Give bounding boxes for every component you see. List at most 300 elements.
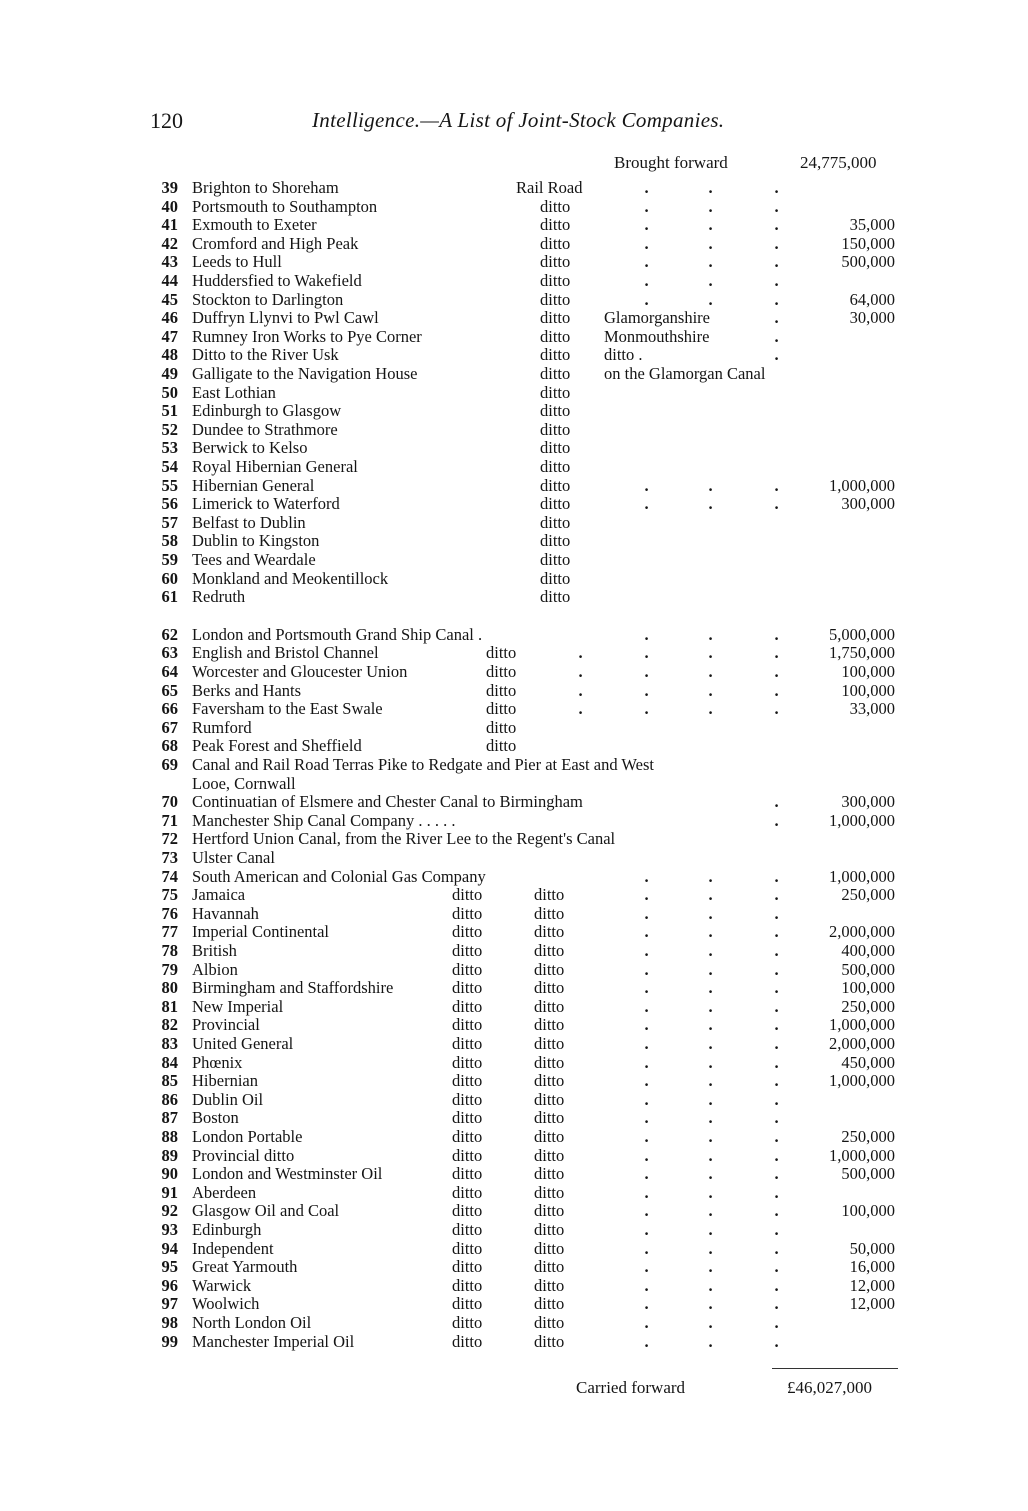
entry-number: 69 bbox=[161, 755, 178, 774]
leader-dot: . bbox=[774, 978, 779, 998]
list-item bbox=[0, 792, 1028, 811]
entry-number: 71 bbox=[161, 810, 178, 830]
leader-dot: . bbox=[644, 1182, 649, 1202]
leader-dot: . bbox=[708, 1220, 713, 1239]
leader-dot: . bbox=[708, 1294, 713, 1314]
company-name: Berwick to Kelso bbox=[192, 438, 308, 458]
type-column: ditto bbox=[452, 1313, 483, 1332]
capital-amount: 30,000 bbox=[849, 308, 895, 328]
entry-number: 54 bbox=[161, 457, 178, 476]
entry-number: 92 bbox=[161, 1201, 178, 1221]
leader-dot: . bbox=[644, 1220, 649, 1239]
leader-dot: . bbox=[708, 1145, 713, 1165]
company-name: London and Portsmouth Grand Ship Canal . bbox=[192, 624, 483, 644]
company-name: Portsmouth to Southampton bbox=[192, 196, 378, 216]
type-column: ditto bbox=[540, 271, 571, 290]
type-column-secondary: ditto bbox=[534, 1294, 565, 1314]
entry-number: 47 bbox=[161, 326, 178, 346]
type-column-secondary: ditto bbox=[534, 885, 565, 905]
company-name: British bbox=[192, 941, 237, 960]
type-column: ditto bbox=[540, 419, 571, 439]
list-item bbox=[0, 271, 1028, 290]
leader-dot: . bbox=[774, 289, 779, 309]
entry-number: 46 bbox=[161, 308, 178, 328]
company-name: Woolwich bbox=[192, 1294, 260, 1314]
type-column-secondary: ditto bbox=[534, 1275, 565, 1295]
leader-dot: . bbox=[708, 271, 713, 290]
type-column: ditto bbox=[452, 1034, 483, 1053]
type-column: ditto bbox=[452, 959, 483, 979]
type-column: ditto bbox=[486, 736, 517, 756]
leader-dot: . bbox=[774, 624, 779, 644]
list-item bbox=[0, 904, 1028, 923]
type-column: ditto bbox=[540, 587, 571, 607]
company-name: Dublin Oil bbox=[192, 1089, 264, 1109]
leader-dot: . bbox=[708, 1257, 713, 1277]
type-column-secondary: ditto bbox=[534, 1052, 565, 1072]
list-item bbox=[0, 308, 1028, 327]
leader-dot: . bbox=[708, 1201, 713, 1221]
list-item bbox=[0, 885, 1028, 904]
type-column: ditto bbox=[486, 717, 517, 737]
list-item bbox=[0, 1071, 1028, 1090]
type-column: ditto bbox=[452, 1201, 483, 1221]
entry-number: 96 bbox=[161, 1275, 178, 1295]
leader-dot: . bbox=[774, 810, 779, 830]
leader-dot: . bbox=[644, 624, 649, 644]
company-name: Dundee to Strathmore bbox=[192, 419, 338, 439]
company-name: Redruth bbox=[192, 587, 246, 607]
leader-dot: . bbox=[708, 1164, 713, 1184]
capital-amount: 2,000,000 bbox=[829, 1034, 895, 1053]
leader-dot: . bbox=[644, 215, 649, 235]
leader-dot: . bbox=[774, 922, 779, 942]
entry-number: 65 bbox=[161, 680, 178, 700]
entry-number: 95 bbox=[161, 1257, 178, 1277]
list-item bbox=[0, 476, 1028, 495]
capital-amount: 250,000 bbox=[841, 885, 895, 905]
type-column-secondary: ditto bbox=[534, 996, 565, 1016]
entry-number: 97 bbox=[161, 1294, 178, 1314]
list-item bbox=[0, 1090, 1028, 1109]
company-name: Havannah bbox=[192, 903, 259, 923]
running-title: Intelligence.—A List of Joint-Stock Companies. bbox=[312, 108, 725, 132]
list-item bbox=[0, 681, 1028, 700]
leader-dot: . bbox=[774, 941, 779, 960]
entry-number: 85 bbox=[161, 1071, 178, 1091]
type-column: ditto bbox=[452, 1257, 483, 1277]
list-item bbox=[0, 197, 1028, 216]
leader-dot: . bbox=[644, 1331, 649, 1351]
type-column: ditto bbox=[452, 1238, 483, 1258]
type-column-secondary: ditto bbox=[534, 1089, 565, 1109]
leader-dot: . bbox=[644, 1108, 649, 1128]
type-column-secondary: ditto bbox=[534, 903, 565, 923]
list-item bbox=[0, 625, 1028, 644]
leader-dot: . bbox=[644, 941, 649, 960]
entry-number: 51 bbox=[161, 401, 178, 421]
company-name: Provincial ditto bbox=[192, 1145, 295, 1165]
list-item bbox=[0, 494, 1028, 513]
leader-dot: . bbox=[774, 996, 779, 1016]
type-column-secondary: ditto bbox=[534, 1201, 565, 1221]
company-name: Limerick to Waterford bbox=[192, 494, 340, 514]
location-column: Monmouthshire bbox=[604, 326, 710, 346]
leader-dot: . bbox=[644, 978, 649, 998]
leader-dot: . bbox=[774, 1238, 779, 1258]
company-name: Ulster Canal bbox=[192, 848, 275, 867]
entry-number: 79 bbox=[161, 959, 178, 979]
list-item bbox=[0, 290, 1028, 309]
capital-amount: 12,000 bbox=[849, 1294, 895, 1314]
entry-number: 91 bbox=[161, 1182, 178, 1202]
list-item bbox=[0, 550, 1028, 569]
list-item bbox=[0, 1034, 1028, 1053]
list-item bbox=[0, 978, 1028, 997]
list-item bbox=[0, 327, 1028, 346]
entry-number: 52 bbox=[161, 419, 178, 439]
list-item bbox=[0, 1146, 1028, 1165]
type-column: ditto bbox=[452, 885, 483, 905]
list-item bbox=[0, 960, 1028, 979]
entry-number: 86 bbox=[161, 1089, 178, 1109]
leader-dot: . bbox=[644, 1127, 649, 1146]
company-name: Hibernian General bbox=[192, 475, 315, 495]
type-column: ditto bbox=[452, 941, 483, 960]
type-column-secondary: ditto bbox=[534, 1127, 565, 1146]
leader-dot: . bbox=[774, 1108, 779, 1128]
entry-number: 61 bbox=[161, 587, 178, 607]
type-column-secondary: ditto bbox=[534, 1108, 565, 1128]
leader-dot: . bbox=[644, 196, 649, 216]
list-item bbox=[0, 215, 1028, 234]
leader-dot: . bbox=[774, 271, 779, 290]
leader-dot: . bbox=[708, 1313, 713, 1332]
leader-dot: . bbox=[708, 1089, 713, 1109]
leader-dot: . bbox=[774, 680, 779, 700]
company-name: Huddersfied to Wakefield bbox=[192, 271, 362, 290]
list-item bbox=[0, 997, 1028, 1016]
brought-forward-label: Brought forward bbox=[614, 153, 728, 172]
capital-amount: 1,750,000 bbox=[829, 643, 895, 663]
company-name: New Imperial bbox=[192, 996, 284, 1016]
leader-dot: . bbox=[774, 252, 779, 272]
type-column: ditto bbox=[452, 996, 483, 1016]
list-item bbox=[0, 941, 1028, 960]
type-column: ditto bbox=[540, 364, 571, 383]
type-column: ditto bbox=[486, 643, 517, 663]
type-column: ditto bbox=[452, 1294, 483, 1314]
leader-dot: . bbox=[708, 1275, 713, 1295]
leader-dot: . bbox=[708, 996, 713, 1016]
company-name: United General bbox=[192, 1034, 294, 1053]
type-column: ditto bbox=[540, 233, 571, 253]
leader-dot: . bbox=[774, 885, 779, 905]
type-column: ditto bbox=[452, 922, 483, 942]
leader-dot: . bbox=[774, 1182, 779, 1202]
company-name: Provincial bbox=[192, 1015, 260, 1035]
list-item bbox=[0, 1220, 1028, 1239]
entry-number: 60 bbox=[161, 568, 178, 588]
entry-number: 67 bbox=[161, 717, 178, 737]
type-column-secondary: ditto bbox=[534, 941, 565, 960]
type-column: ditto bbox=[452, 1127, 483, 1146]
entry-number: 81 bbox=[161, 996, 178, 1016]
type-column: ditto bbox=[452, 903, 483, 923]
leader-dot: . bbox=[774, 1220, 779, 1239]
brought-forward-amount: 24,775,000 bbox=[800, 153, 877, 172]
leader-dot: . bbox=[708, 959, 713, 979]
leader-dot: . bbox=[708, 699, 713, 719]
list-item bbox=[0, 736, 1028, 755]
company-name: Worcester and Gloucester Union bbox=[192, 662, 408, 681]
leader-dot: . bbox=[644, 252, 649, 272]
type-column: ditto bbox=[540, 196, 571, 216]
entry-number: 44 bbox=[161, 271, 178, 290]
capital-amount: 50,000 bbox=[849, 1238, 895, 1258]
leader-dot: . bbox=[644, 475, 649, 495]
capital-amount: 1,000,000 bbox=[829, 1015, 895, 1035]
entry-number: 62 bbox=[161, 624, 178, 644]
capital-amount: 12,000 bbox=[849, 1275, 895, 1295]
leader-dot: . bbox=[774, 643, 779, 663]
company-name: Edinburgh to Glasgow bbox=[192, 401, 342, 421]
company-name: Great Yarmouth bbox=[192, 1257, 298, 1277]
leader-dot: . bbox=[774, 1275, 779, 1295]
type-column: ditto bbox=[452, 1331, 483, 1351]
type-column: ditto bbox=[540, 438, 571, 458]
entry-number: 82 bbox=[161, 1015, 178, 1035]
entry-number: 88 bbox=[161, 1127, 178, 1146]
entry-number: 59 bbox=[161, 550, 178, 569]
company-name: South American and Colonial Gas Company bbox=[192, 866, 486, 886]
leader-dot: . bbox=[644, 1034, 649, 1053]
company-name: North London Oil bbox=[192, 1313, 312, 1332]
list-item bbox=[0, 1015, 1028, 1034]
type-column-secondary: ditto bbox=[534, 1034, 565, 1053]
type-column: ditto bbox=[540, 252, 571, 272]
list-item bbox=[0, 1164, 1028, 1183]
leader-dot: . bbox=[644, 1089, 649, 1109]
leader-dot: . bbox=[774, 326, 779, 346]
leader-dot: . bbox=[644, 922, 649, 942]
leader-dot: . bbox=[774, 792, 779, 812]
leader-dot: . bbox=[774, 1034, 779, 1053]
leader-dot: . bbox=[708, 252, 713, 272]
list-item bbox=[0, 662, 1028, 681]
type-column: ditto bbox=[540, 457, 571, 476]
leader-dot: . bbox=[774, 1089, 779, 1109]
leader-dot: . bbox=[774, 1052, 779, 1072]
type-column: ditto bbox=[452, 1220, 483, 1239]
type-column-secondary: ditto bbox=[534, 1182, 565, 1202]
list-item bbox=[0, 699, 1028, 718]
leader-dot: . bbox=[708, 1127, 713, 1146]
list-item bbox=[0, 1053, 1028, 1072]
capital-amount: 33,000 bbox=[849, 699, 895, 719]
company-name: Cromford and High Peak bbox=[192, 233, 359, 253]
leader-dot: . bbox=[644, 1238, 649, 1258]
leader-dot: . bbox=[644, 699, 649, 719]
capital-amount: 150,000 bbox=[841, 233, 895, 253]
entry-number: 58 bbox=[161, 531, 178, 551]
type-column-secondary: ditto bbox=[534, 1257, 565, 1277]
leader-dot: . bbox=[644, 1164, 649, 1184]
entry-number: 40 bbox=[161, 196, 178, 216]
entry-number: 80 bbox=[161, 978, 178, 998]
entry-number: 42 bbox=[161, 233, 178, 253]
leader-dot: . bbox=[708, 885, 713, 905]
list-item bbox=[0, 1257, 1028, 1276]
capital-amount: 2,000,000 bbox=[829, 922, 895, 942]
leader-dot: . bbox=[774, 1145, 779, 1165]
entry-number: 84 bbox=[161, 1052, 178, 1072]
leader-dot: . bbox=[708, 680, 713, 700]
leader-dot: . bbox=[644, 1052, 649, 1072]
leader-dot: . bbox=[644, 1071, 649, 1091]
entry-number: 89 bbox=[161, 1145, 178, 1165]
list-item bbox=[0, 1239, 1028, 1258]
company-name: Glasgow Oil and Coal bbox=[192, 1201, 340, 1221]
list-item bbox=[0, 1183, 1028, 1202]
list-item bbox=[0, 587, 1028, 606]
entry-number: 70 bbox=[161, 792, 178, 812]
entry-number: 98 bbox=[161, 1313, 178, 1332]
leader-dot: . bbox=[644, 1275, 649, 1295]
list-item bbox=[0, 811, 1028, 830]
capital-amount: 1,000,000 bbox=[829, 1145, 895, 1165]
company-name: Manchester Imperial Oil bbox=[192, 1331, 355, 1351]
list-item bbox=[0, 643, 1028, 662]
entry-number: 63 bbox=[161, 643, 178, 663]
leader-dot: . bbox=[774, 1071, 779, 1091]
list-item bbox=[0, 1127, 1028, 1146]
list-item bbox=[0, 867, 1028, 886]
leader-dot: . bbox=[644, 903, 649, 923]
entry-number: 94 bbox=[161, 1238, 178, 1258]
carried-forward-label: Carried forward bbox=[576, 1378, 686, 1397]
entry-number: 75 bbox=[161, 885, 178, 905]
capital-amount: 450,000 bbox=[841, 1052, 895, 1072]
list-item bbox=[0, 513, 1028, 532]
entry-number: 77 bbox=[161, 922, 178, 942]
type-column: Rail Road bbox=[516, 178, 583, 197]
list-item bbox=[0, 829, 1028, 848]
company-name: Dublin to Kingston bbox=[192, 531, 320, 551]
company-name: Independent bbox=[192, 1238, 274, 1258]
type-column: ditto bbox=[540, 550, 571, 569]
type-column: ditto bbox=[540, 326, 571, 346]
capital-amount: 300,000 bbox=[841, 494, 895, 514]
leader-dot: . bbox=[644, 1313, 649, 1332]
type-column-secondary: ditto bbox=[534, 1071, 565, 1091]
leader-dot: . bbox=[644, 494, 649, 514]
leader-dot: . bbox=[774, 866, 779, 886]
capital-amount: 64,000 bbox=[849, 289, 895, 309]
entry-number: 68 bbox=[161, 736, 178, 756]
leader-dot: . bbox=[708, 866, 713, 886]
leader-dot: . bbox=[708, 233, 713, 253]
leader-dot: . bbox=[708, 922, 713, 942]
list-item bbox=[0, 234, 1028, 253]
capital-amount: 400,000 bbox=[841, 941, 895, 960]
type-column-secondary: ditto bbox=[534, 1145, 565, 1165]
capital-amount: 100,000 bbox=[841, 1201, 895, 1221]
entry-number: 57 bbox=[161, 512, 178, 532]
type-column: ditto bbox=[540, 531, 571, 551]
company-name: Continuatian of Elsmere and Chester Canal to Birmingham bbox=[192, 792, 583, 812]
list-item bbox=[0, 755, 1028, 774]
list-item bbox=[0, 718, 1028, 737]
list-item bbox=[0, 420, 1028, 439]
type-column: ditto bbox=[452, 1145, 483, 1165]
leader-dot: . bbox=[774, 494, 779, 514]
leader-dot: . bbox=[708, 1238, 713, 1258]
list-item bbox=[0, 364, 1028, 383]
entry-number: 99 bbox=[161, 1331, 178, 1351]
leader-dot: . bbox=[774, 662, 779, 681]
leader-dot: . bbox=[708, 475, 713, 495]
leader-dot: . bbox=[578, 643, 583, 663]
entry-number: 45 bbox=[161, 289, 178, 309]
type-column: ditto bbox=[540, 382, 571, 402]
leader-dot: . bbox=[708, 289, 713, 309]
entry-number: 53 bbox=[161, 438, 178, 458]
company-name: Rumney Iron Works to Pye Corner bbox=[192, 326, 422, 346]
entry-number: 90 bbox=[161, 1164, 178, 1184]
list-item bbox=[0, 569, 1028, 588]
list-item bbox=[0, 1108, 1028, 1127]
leader-dot: . bbox=[644, 866, 649, 886]
company-name: Canal and Rail Road Terras Pike to Redgate and Pier at East and West bbox=[192, 755, 654, 774]
capital-amount: 1,000,000 bbox=[829, 1071, 895, 1091]
leader-dot: . bbox=[644, 643, 649, 663]
company-name: Hertford Union Canal, from the River Lee to the Regent's Canal bbox=[192, 829, 616, 849]
entry-number: 55 bbox=[161, 475, 178, 495]
entry-number: 48 bbox=[161, 345, 178, 365]
leader-dot: . bbox=[708, 1331, 713, 1351]
capital-amount: 250,000 bbox=[841, 996, 895, 1016]
type-column: ditto bbox=[486, 680, 517, 700]
company-name: Phœnix bbox=[192, 1052, 243, 1072]
leader-dot: . bbox=[578, 662, 583, 681]
leader-dot: . bbox=[774, 1015, 779, 1035]
company-name: Exmouth to Exeter bbox=[192, 215, 317, 235]
company-name: English and Bristol Channel bbox=[192, 643, 379, 663]
leader-dot: . bbox=[774, 1201, 779, 1221]
capital-amount: 1,000,000 bbox=[829, 866, 895, 886]
leader-dot: . bbox=[774, 1127, 779, 1146]
leader-dot: . bbox=[708, 941, 713, 960]
leader-dot: . bbox=[708, 1108, 713, 1128]
leader-dot: . bbox=[774, 475, 779, 495]
list-item bbox=[0, 252, 1028, 271]
leader-dot: . bbox=[708, 978, 713, 998]
capital-amount: 300,000 bbox=[841, 792, 895, 812]
type-column: ditto bbox=[540, 401, 571, 421]
company-name: Jamaica bbox=[192, 885, 246, 905]
leader-dot: . bbox=[774, 178, 779, 197]
capital-amount: 500,000 bbox=[841, 959, 895, 979]
leader-dot: . bbox=[708, 643, 713, 663]
entry-number: 78 bbox=[161, 941, 178, 960]
capital-amount: 100,000 bbox=[841, 978, 895, 998]
capital-amount: 1,000,000 bbox=[829, 810, 895, 830]
type-column: ditto bbox=[452, 1089, 483, 1109]
capital-amount: 500,000 bbox=[841, 1164, 895, 1184]
list-item bbox=[0, 438, 1028, 457]
entry-number: 50 bbox=[161, 382, 178, 402]
